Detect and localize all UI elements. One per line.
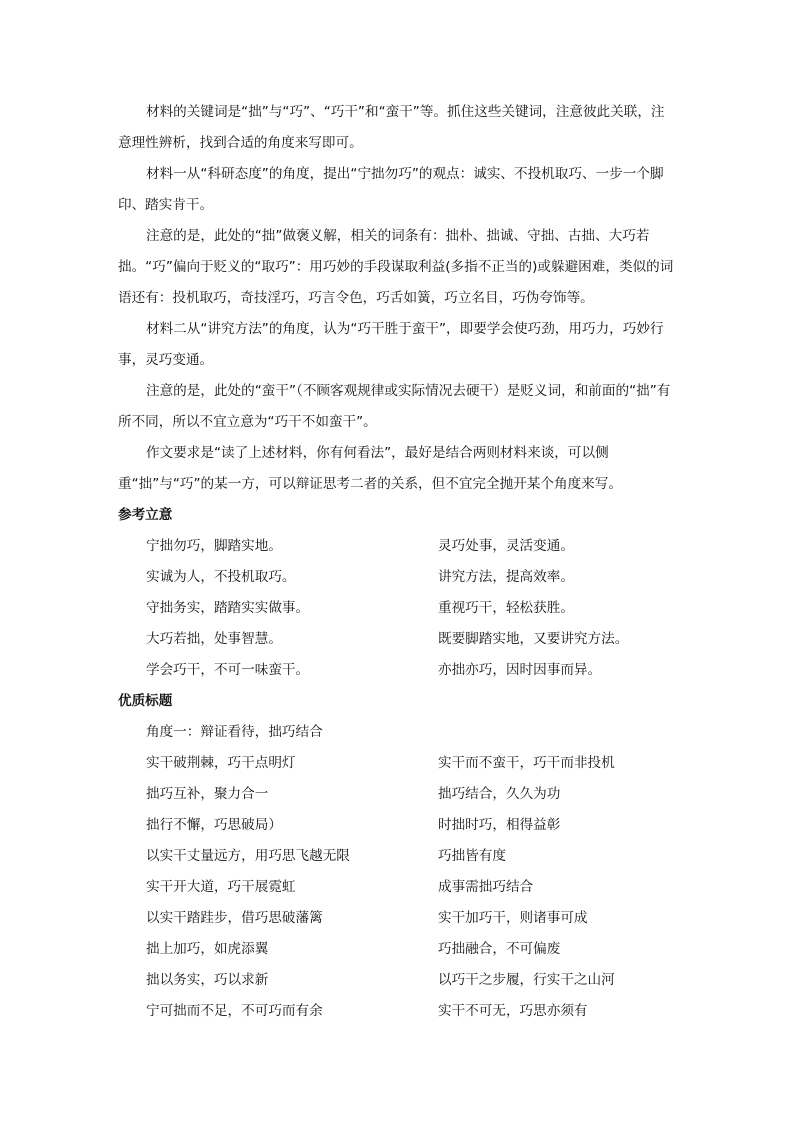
title-row (118, 872, 678, 903)
reference-row (118, 593, 678, 624)
reference-item-right: 灵巧处事，灵活变通。 (438, 538, 574, 554)
title-item-right: 巧拙皆有度 (438, 848, 506, 864)
title-row (118, 748, 678, 779)
title-item-left: 实干开大道，巧干展霓虹 (146, 879, 296, 895)
title-item-left: 拙上加巧，如虎添翼 (146, 941, 269, 957)
reference-item-right: 既要脚踏实地，又要讲究方法。 (438, 631, 629, 647)
reference-row (118, 655, 678, 686)
reference-item-left: 实诚为人，不投机取巧。 (146, 569, 296, 585)
reference-row (118, 624, 678, 655)
reference-list (118, 531, 678, 686)
reference-item-right: 讲究方法，提高效率。 (438, 569, 574, 585)
title-row (118, 841, 678, 872)
titles-angle-label: 角度一：辩证看待，拙巧结合 (146, 724, 323, 740)
title-row (118, 779, 678, 810)
titles-heading: 优质标题 (118, 693, 173, 709)
paragraph-material-two: 材料二从“讲究方法”的角度，认为“巧干胜于蛮干”，即要学会使巧劲，用巧力，巧妙行事，灵巧变通。 (118, 321, 664, 368)
paragraph-note-zhuo: 注意的是，此处的“拙”做褒义解，相关的词条有：拙朴、拙诚、守拙、古拙、大巧若拙。“巧”偏向于贬义的“取巧”：用巧妙的手段谋取利益(多指不正当的)或躲避困难，类似的词语还有：投机取巧，奇技淫巧，巧言令色，巧舌如簧，巧立名目，巧伪夸饰等。 (118, 228, 674, 306)
title-row (118, 965, 678, 996)
title-item-right: 实干不可无，巧思亦须有 (438, 1003, 588, 1019)
title-item-left: 以实干丈量远方，用巧思飞越无限 (146, 848, 350, 864)
titles-list (118, 748, 678, 1027)
title-row (118, 934, 678, 965)
title-item-right: 时拙时巧，相得益彰 (438, 817, 561, 833)
title-row (118, 903, 678, 934)
title-item-right: 巧拙融合，不可偏废 (438, 941, 561, 957)
reference-item-left: 守拙务实，踏踏实实做事。 (146, 600, 310, 616)
paragraph-material-one: 材料一从“科研态度”的角度，提出“宁拙勿巧”的观点：诚实、不投机取巧、一步一个脚印、踏实肯干。 (118, 166, 664, 213)
reference-item-right: 亦拙亦巧，因时因事而异。 (438, 662, 602, 678)
paragraph-keywords: 材料的关键词是“拙”与“巧”、“巧干”和“蛮干”等。抓住这些关键词，注意彼此关联，注意理性辨析，找到合适的角度来写即可。 (118, 104, 665, 151)
title-item-right: 拙巧结合，久久为功 (438, 786, 561, 802)
paragraph-requirement: 作文要求是“读了上述材料，你有何看法”，最好是结合两则材料来谈，可以侧重“拙”与“巧”的某一方，可以辩证思考二者的关系，但不宜完全抛开某个角度来写。 (118, 445, 622, 492)
title-row (118, 996, 678, 1027)
title-item-left: 拙以务实，巧以求新 (146, 972, 269, 988)
reference-item-left: 学会巧干，不可一味蛮干。 (146, 662, 310, 678)
reference-heading: 参考立意 (118, 507, 173, 523)
title-item-left: 拙行不懈，巧思破局） (146, 817, 282, 833)
reference-row (118, 531, 678, 562)
title-item-left: 宁可拙而不足，不可巧而有余 (146, 1003, 323, 1019)
title-item-right: 实干而不蛮干，巧干而非投机 (438, 755, 615, 771)
reference-row (118, 562, 678, 593)
document-content (118, 97, 678, 1027)
title-item-right: 以巧干之步履，行实干之山河 (438, 972, 615, 988)
title-item-right: 成事需拙巧结合 (438, 879, 534, 895)
reference-item-left: 宁拙勿巧，脚踏实地。 (146, 538, 282, 554)
title-item-left: 实干破荆棘，巧干点明灯 (146, 755, 296, 771)
paragraph-note-mangan: 注意的是，此处的“蛮干”（不顾客观规律或实际情况去硬干）是贬义词，和前面的“拙”有所不同，所以不宜立意为“巧干不如蛮干”。 (118, 383, 671, 430)
title-row (118, 810, 678, 841)
reference-item-left: 大巧若拙，处事智慧。 (146, 631, 282, 647)
title-item-left: 拙巧互补，聚力合一 (146, 786, 269, 802)
reference-item-right: 重视巧干，轻松获胜。 (438, 600, 574, 616)
title-item-right: 实干加巧干，则诸事可成 (438, 910, 588, 926)
title-item-left: 以实干踏跬步，借巧思破藩篱 (146, 910, 323, 926)
